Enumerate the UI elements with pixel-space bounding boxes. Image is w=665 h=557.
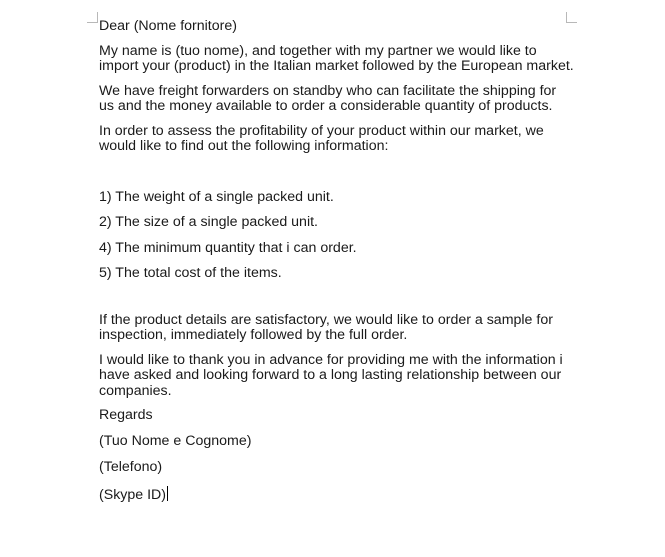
paragraph-thanks: I would like to thank you in advance for providing me with the information i have asked and looking forward to a long lasting relationship between our companies. [99,351,563,399]
signature-name: (Tuo Nome e Cognome) [99,433,252,449]
signature-phone: (Telefono) [99,459,163,475]
signature-skype-text: (Skype ID) [99,487,167,503]
list-item: 2) The size of a single packed unit. [99,214,318,230]
salutation: Dear (Nome fornitore) [99,18,237,34]
paragraph-request: In order to assess the profitability of your product within our market, we would like to find out the following information: [99,122,544,154]
document-body[interactable] [99,19,574,512]
signature-skype [99,486,574,512]
paragraph-shipping: We have freight forwarders on standby who can facilitate the shipping for us and the money available to order a considerable quantity of products. [99,82,557,114]
paragraph-intro: My name is (tuo nome), and together with my partner we would like to import your (product) in the Italian market followed by the European market. [99,42,574,74]
list-item: 1) The weight of a single packed unit. [99,188,334,205]
list-item: 5) The total cost of the items. [99,265,282,281]
regards: Regards [99,407,153,423]
list-item: 4) The minimum quantity that i can order. [99,239,357,256]
text-cursor [167,486,168,501]
margin-marker-top-left [87,12,98,23]
blank-line [99,292,574,313]
paragraph-sample: If the product details are satisfactory, we would like to order a sample for inspection, immediately followed by the full order. [99,311,553,343]
blank-line [99,164,574,190]
